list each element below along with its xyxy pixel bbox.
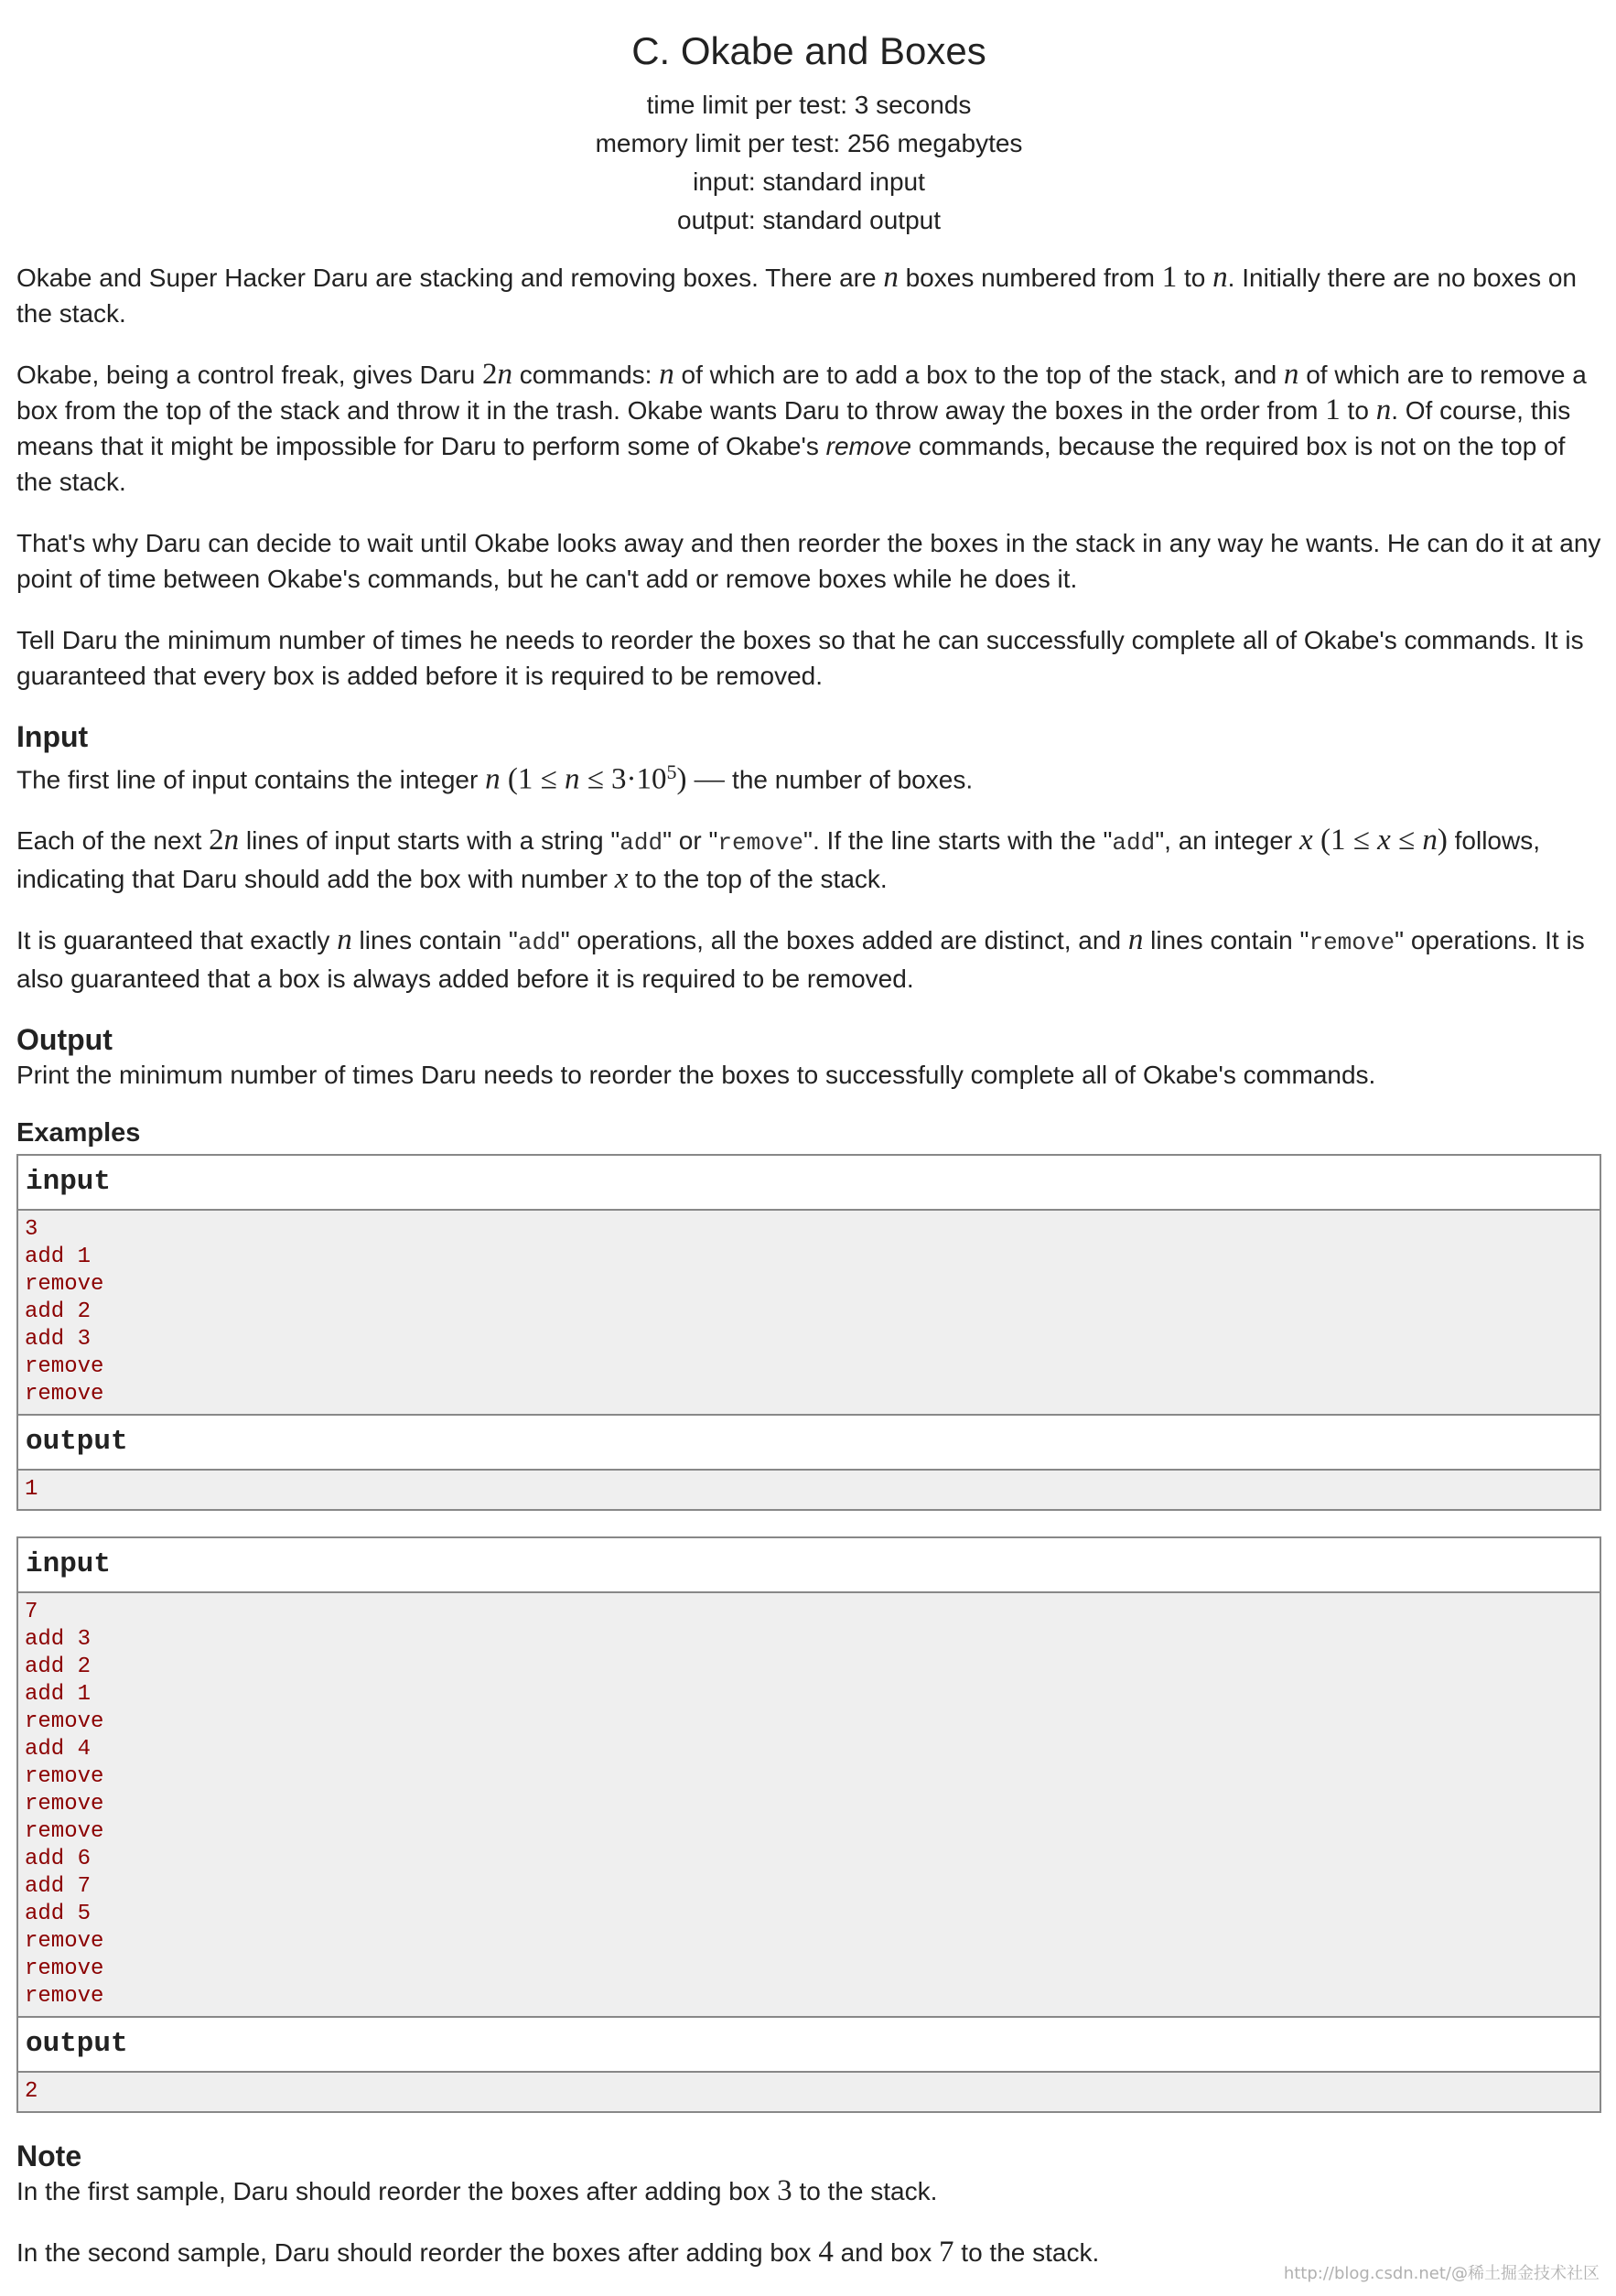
code-add: add bbox=[1112, 829, 1156, 857]
text: commands, because the required box is not on the top of the stack. bbox=[16, 432, 1566, 496]
text: to bbox=[1177, 264, 1213, 292]
time-limit: time limit per test: 3 seconds bbox=[646, 91, 972, 119]
math-exponent: 5 bbox=[666, 760, 677, 783]
text: It is guaranteed that exactly bbox=[16, 926, 338, 955]
sample-input-content[interactable]: 7 add 3 add 2 add 1 remove add 4 remove remove remove add 6 add 7 add 5 remove remove remove bbox=[18, 1593, 1600, 2018]
text: " operations, all the boxes added are distinct, and bbox=[560, 926, 1128, 955]
text: The first line of input contains the integer bbox=[16, 765, 486, 794]
math-number: 3 bbox=[777, 2174, 792, 2208]
output-specification bbox=[16, 1022, 1601, 1093]
math-operator: (1 ≤ bbox=[500, 762, 565, 796]
math-n: n bbox=[1127, 923, 1144, 957]
text: of which are to add a box to the top of the stack, and bbox=[673, 361, 1284, 389]
text: commands: bbox=[512, 361, 660, 389]
sample-test-2 bbox=[16, 1536, 1601, 2113]
math-n: n bbox=[1375, 393, 1392, 426]
input-line-2 bbox=[16, 823, 1601, 897]
math-n: n bbox=[883, 261, 899, 294]
note-title: Note bbox=[16, 2140, 82, 2173]
text: to the stack. bbox=[792, 2177, 938, 2206]
code-remove: remove bbox=[1309, 929, 1395, 957]
output-section-title: Output bbox=[16, 1023, 113, 1057]
math-operator: (1 ≤ bbox=[1312, 824, 1378, 857]
watermark: http://blog.csdn.net/@稀土掘金技术社区 bbox=[1283, 2264, 1600, 2283]
text: . Initially there are no boxes on the stack. bbox=[16, 264, 1578, 328]
statement-paragraph-4: Tell Daru the minimum number of times he needs to reorder the boxes so that he can successfully complete all of Okabe's commands. It is guaranteed that every box is added before it is required to be removed. bbox=[16, 626, 1584, 690]
emphasis-remove: remove bbox=[825, 432, 911, 460]
note-sample-1 bbox=[16, 2173, 1601, 2209]
math-n: n bbox=[1212, 261, 1228, 294]
sample-output-label: output bbox=[18, 2018, 1600, 2073]
math-number: 2 bbox=[209, 824, 224, 857]
math-n: n bbox=[223, 824, 240, 857]
code-add: add bbox=[619, 829, 663, 857]
input-specification bbox=[16, 719, 1601, 997]
problem-title: C. Okabe and Boxes bbox=[631, 29, 986, 72]
text: follows, indicating that Daru should add the box with number bbox=[16, 826, 1540, 894]
text: boxes numbered from bbox=[898, 264, 1162, 292]
sample-input-label: input bbox=[18, 1538, 1600, 1593]
input-line-3 bbox=[16, 922, 1601, 997]
input-section-title: Input bbox=[16, 720, 89, 753]
text: ". If the line starts with the " bbox=[803, 826, 1113, 856]
math-number: 7 bbox=[939, 2236, 954, 2269]
text: to bbox=[1340, 396, 1376, 425]
math-n: n bbox=[497, 358, 512, 391]
sample-input-label: input bbox=[18, 1156, 1600, 1211]
math-n: n bbox=[485, 762, 501, 796]
math-x: x bbox=[614, 862, 629, 896]
math-x: x bbox=[1299, 824, 1313, 857]
math-x: x bbox=[1377, 824, 1391, 857]
text: . Of course, this means that it might be impossible for Daru to perform some of Okabe's bbox=[16, 396, 1571, 460]
output-text: Print the minimum number of times Daru needs to reorder the boxes to successfully complete all of Okabe's commands. bbox=[16, 1061, 1376, 1090]
statement-paragraph-1 bbox=[16, 260, 1601, 331]
code-add: add bbox=[517, 929, 561, 957]
input-line-1 bbox=[16, 754, 1601, 797]
math-n: n bbox=[659, 358, 674, 391]
math-number: 1 bbox=[1161, 261, 1178, 294]
math-operator: ≤ 3·10 bbox=[579, 762, 667, 796]
text: ", an integer bbox=[1155, 826, 1300, 856]
text: Each of the next bbox=[16, 826, 210, 856]
text: Okabe and Super Hacker Daru are stacking and removing boxes. There are bbox=[16, 264, 884, 292]
text: lines contain " bbox=[351, 926, 518, 955]
text: In the first sample, Daru should reorder the boxes after adding box bbox=[16, 2177, 778, 2206]
text: and box bbox=[833, 2238, 940, 2268]
math-number: 2 bbox=[481, 358, 498, 391]
text: In the second sample, Daru should reorder the boxes after adding box bbox=[16, 2238, 819, 2268]
math-n: n bbox=[337, 923, 352, 957]
math-number: 4 bbox=[818, 2236, 834, 2269]
input-spec: input: standard input bbox=[693, 167, 925, 196]
examples bbox=[16, 1118, 1601, 2113]
text: " or " bbox=[663, 826, 718, 856]
sample-test-1 bbox=[16, 1154, 1601, 1511]
statement-paragraph-3: That's why Daru can decide to wait until Okabe looks away and then reorder the boxes in the stack in any way he wants. He can do it at any point of time between Okabe's commands, but he can't add or remove boxes while he does it. bbox=[16, 529, 1601, 593]
statement-paragraph-2 bbox=[16, 357, 1601, 500]
math-operator: ) bbox=[676, 762, 687, 796]
problem-header bbox=[16, 29, 1601, 240]
text: to the stack. bbox=[953, 2238, 1100, 2268]
code-remove: remove bbox=[717, 829, 804, 857]
text: " operations. It is also guaranteed that a box is always added before it is required to be removed. bbox=[16, 926, 1585, 994]
text: the number of boxes. bbox=[732, 765, 974, 794]
math-dash: — bbox=[686, 762, 733, 796]
text: lines of input starts with a string " bbox=[239, 826, 620, 856]
text: lines contain " bbox=[1143, 926, 1309, 955]
text: Okabe, being a control freak, gives Daru bbox=[16, 361, 482, 389]
math-n: n bbox=[1283, 358, 1299, 391]
sample-input-content[interactable]: 3 add 1 remove add 2 add 3 remove remove bbox=[18, 1211, 1600, 1416]
math-n: n bbox=[564, 762, 580, 796]
math-operator: ) bbox=[1437, 824, 1448, 857]
math-number: 1 bbox=[1325, 393, 1341, 426]
sample-output-content[interactable]: 1 bbox=[18, 1471, 1600, 1509]
math-n: n bbox=[1422, 824, 1438, 857]
sample-output-label: output bbox=[18, 1416, 1600, 1471]
problem-page bbox=[16, 0, 1601, 2296]
note-section bbox=[16, 2139, 1601, 2270]
memory-limit: memory limit per test: 256 megabytes bbox=[595, 129, 1023, 157]
text: of which are to remove a box from the top of the stack and throw it in the trash. Okabe wants Daru to throw away the boxes in the order from bbox=[16, 361, 1587, 425]
output-spec: output: standard output bbox=[677, 206, 941, 234]
problem-statement bbox=[16, 260, 1601, 694]
math-operator: ≤ bbox=[1390, 824, 1423, 857]
examples-title: Examples bbox=[16, 1118, 141, 1148]
text: to the top of the stack. bbox=[628, 865, 888, 894]
sample-output-content[interactable]: 2 bbox=[18, 2073, 1600, 2111]
